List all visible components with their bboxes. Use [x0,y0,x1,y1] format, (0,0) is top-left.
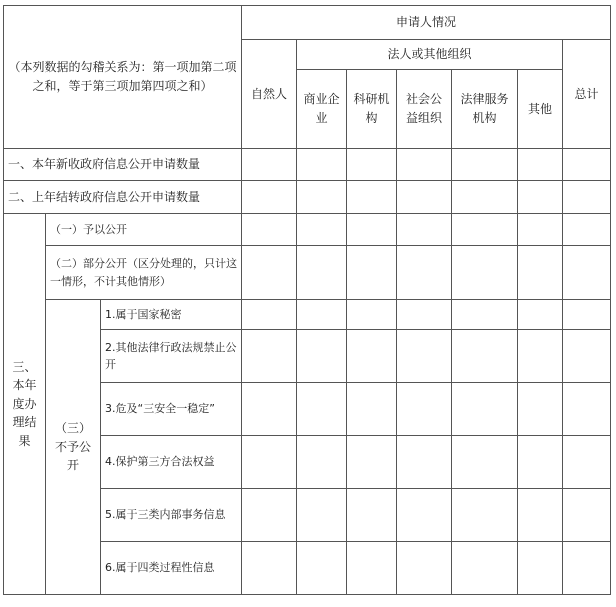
data-cell [297,300,347,330]
data-cell [242,300,297,330]
data-cell [347,330,397,383]
header-research: 科研机构 [347,70,397,149]
data-cell [563,436,611,489]
data-cell [397,330,452,383]
data-cell [297,181,347,214]
data-cell [397,214,452,246]
data-cell [397,542,452,595]
disclosure-statistics-table [3,5,611,595]
data-cell [297,330,347,383]
data-cell [347,383,397,436]
data-cell [397,149,452,181]
data-cell [397,383,452,436]
data-cell [452,246,518,300]
header-total: 总计 [563,40,611,149]
header-applicant: 申请人情况 [242,6,611,40]
data-cell [563,300,611,330]
data-cell [518,436,563,489]
data-cell [563,181,611,214]
data-cell [242,246,297,300]
data-cell [452,300,518,330]
data-cell [563,214,611,246]
row-label-disclosed: （一）予以公开 [46,214,242,246]
data-cell [518,300,563,330]
data-cell [563,149,611,181]
row-label-results: 三、本年度办理结果 [4,214,46,595]
row-label-reason-4: 4.保护第三方合法权益 [101,436,242,489]
header-natural-person: 自然人 [242,40,297,149]
data-cell [242,489,297,542]
data-cell [563,542,611,595]
header-note: （本列数据的勾稽关系为：第一项加第二项之和，等于第三项加第四项之和） [8,60,237,93]
data-cell [397,246,452,300]
data-cell [242,149,297,181]
data-cell [242,542,297,595]
header-other: 其他 [518,70,563,149]
data-cell [297,214,347,246]
data-cell [242,436,297,489]
header-public-welfare: 社会公益组织 [397,70,452,149]
data-cell [242,383,297,436]
data-cell [518,214,563,246]
row-label-reason-3: 3.危及“三安全一稳定” [101,383,242,436]
row-label-not-disclosed: （三）不予公开 [46,300,101,595]
row-label-reason-2: 2.其他法律行政法规禁止公开 [101,330,242,383]
data-cell [242,214,297,246]
data-cell [518,330,563,383]
row-label-reason-6: 6.属于四类过程性信息 [101,542,242,595]
data-cell [297,542,347,595]
data-cell [518,489,563,542]
data-cell [347,542,397,595]
table-row [4,300,611,330]
data-cell [452,542,518,595]
data-cell [347,436,397,489]
data-cell [347,181,397,214]
data-cell [397,300,452,330]
data-cell [297,246,347,300]
data-cell [518,149,563,181]
data-cell [242,181,297,214]
data-cell [452,436,518,489]
data-cell [452,489,518,542]
table-row [4,149,611,181]
data-cell [518,246,563,300]
row-label-new-requests: 一、本年新收政府信息公开申请数量 [4,149,242,181]
data-cell [297,436,347,489]
header-commercial: 商业企业 [297,70,347,149]
data-cell [297,383,347,436]
row-label-reason-1: 1.属于国家秘密 [101,300,242,330]
table-row [4,246,611,300]
data-cell [452,330,518,383]
data-cell [563,246,611,300]
data-cell [242,330,297,383]
data-cell [347,214,397,246]
row-label-reason-5: 5.属于三类内部事务信息 [101,489,242,542]
data-cell [452,149,518,181]
data-cell [452,383,518,436]
data-cell [518,383,563,436]
header-note-cell [4,6,242,149]
data-cell [563,330,611,383]
data-cell [397,181,452,214]
row-label-partial: （二）部分公开（区分处理的，只计这一情形，不计其他情形） [46,246,242,300]
data-cell [518,542,563,595]
data-cell [347,300,397,330]
data-cell [452,181,518,214]
data-cell [347,246,397,300]
data-cell [563,489,611,542]
table-row [4,181,611,214]
data-cell [452,214,518,246]
header-legal-service: 法律服务机构 [452,70,518,149]
data-cell [347,489,397,542]
data-cell [518,181,563,214]
data-cell [563,383,611,436]
data-cell [397,489,452,542]
row-label-carried-over: 二、上年结转政府信息公开申请数量 [4,181,242,214]
table-row [4,214,611,246]
header-legal-org: 法人或其他组织 [297,40,563,70]
data-cell [347,149,397,181]
data-cell [397,436,452,489]
data-cell [297,489,347,542]
data-cell [297,149,347,181]
